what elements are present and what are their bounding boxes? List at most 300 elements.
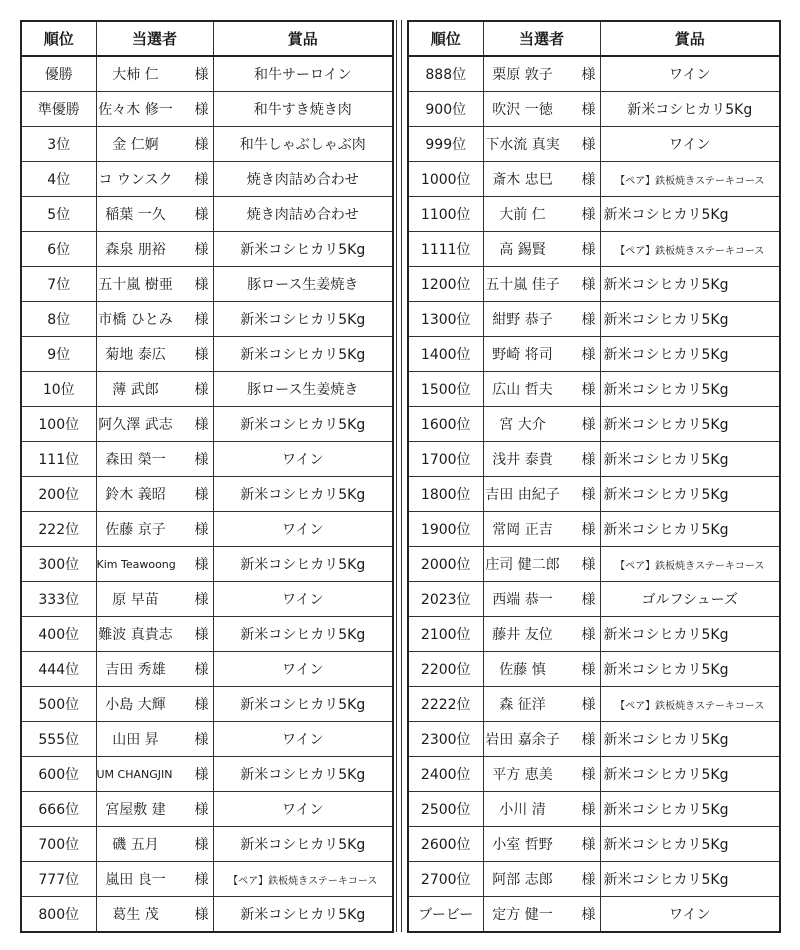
winner-name: 葛生 茂: [112, 907, 159, 923]
rank-cell: 5位: [21, 197, 96, 232]
winner-cell: [96, 197, 213, 232]
winner-name: 大柿 仁: [112, 67, 159, 83]
winner-name: 吉田 由紀子: [485, 487, 560, 503]
rank-cell: 1600位: [408, 407, 483, 442]
rank-cell: 1900位: [408, 512, 483, 547]
honorific: 様: [581, 802, 596, 818]
winner-cell: [96, 547, 213, 582]
rank-cell: 888位: [408, 56, 483, 92]
prize-cell: 新米コシヒカリ5Kg: [600, 337, 780, 372]
honorific: 様: [581, 592, 596, 608]
rank-cell: 500位: [21, 687, 96, 722]
winner-cell: [483, 862, 600, 897]
prize-cell: ワイン: [213, 722, 393, 757]
prize-cell: 新米コシヒカリ5Kg: [600, 442, 780, 477]
winner-cell: [96, 687, 213, 722]
prize-cell: 豚ロース生姜焼き: [213, 372, 393, 407]
winner-cell: [96, 582, 213, 617]
honorific: 様: [581, 732, 596, 748]
honorific: 様: [581, 207, 596, 223]
winner-cell: [96, 722, 213, 757]
table-row: [408, 162, 780, 197]
honorific: 様: [194, 417, 209, 433]
winner-name: 庄司 健二郎: [485, 557, 560, 573]
table-row: [21, 232, 393, 267]
honorific: 様: [581, 662, 596, 678]
winner-cell: [483, 652, 600, 687]
table-row: [408, 862, 780, 897]
winner-name: 佐々木 修一: [98, 102, 173, 118]
winner-cell: [96, 652, 213, 687]
header-winner: 当選者: [483, 21, 600, 56]
prize-cell: 新米コシヒカリ5Kg: [213, 757, 393, 792]
winner-cell: [96, 617, 213, 652]
rank-cell: 9位: [21, 337, 96, 372]
winner-name: 嵐田 良一: [105, 872, 166, 888]
winner-cell: [483, 477, 600, 512]
winner-cell: [483, 722, 600, 757]
table-row: [408, 92, 780, 127]
table-row: [21, 442, 393, 477]
table-row: [408, 407, 780, 442]
prize-cell: 【ペア】鉄板焼きステーキコース: [600, 547, 780, 582]
honorific: 様: [194, 627, 209, 643]
table-row: [21, 652, 393, 687]
rank-cell: 777位: [21, 862, 96, 897]
winner-cell: [96, 862, 213, 897]
prize-cell: ワイン: [213, 442, 393, 477]
honorific: 様: [194, 767, 209, 783]
prize-cell: 新米コシヒカリ5Kg: [213, 617, 393, 652]
winner-cell: [483, 582, 600, 617]
winner-name: Kim Teawoong: [96, 558, 176, 571]
table-row: [408, 442, 780, 477]
winner-name: 山田 昇: [112, 732, 159, 748]
winner-name: 紺野 恭子: [492, 312, 553, 328]
honorific: 様: [581, 242, 596, 258]
winner-cell: [483, 337, 600, 372]
header-row: [408, 21, 780, 56]
winner-cell: [96, 232, 213, 267]
prize-cell: 新米コシヒカリ5Kg: [600, 862, 780, 897]
honorific: 様: [194, 487, 209, 503]
table-row: [21, 197, 393, 232]
prize-cell: 【ペア】鉄板焼きステーキコース: [600, 162, 780, 197]
winner-name: 小川 清: [499, 802, 546, 818]
rank-cell: 1111位: [408, 232, 483, 267]
winner-name: 稲葉 一久: [105, 207, 166, 223]
table-row: [408, 652, 780, 687]
prize-cell: ワイン: [600, 127, 780, 162]
honorific: 様: [581, 872, 596, 888]
winner-name: 薄 武郎: [112, 382, 159, 398]
honorific: 様: [194, 347, 209, 363]
honorific: 様: [194, 137, 209, 153]
honorific: 様: [581, 347, 596, 363]
winner-name: 佐藤 慎: [499, 662, 546, 678]
prize-cell: 新米コシヒカリ5Kg: [213, 337, 393, 372]
table-row: [21, 56, 393, 92]
winner-cell: [483, 442, 600, 477]
winner-name: 野崎 将司: [492, 347, 553, 363]
winner-name: 岩田 嘉余子: [485, 732, 560, 748]
winner-cell: [483, 687, 600, 722]
rank-cell: 900位: [408, 92, 483, 127]
table-row: [408, 617, 780, 652]
honorific: 様: [194, 837, 209, 853]
rank-cell: 2600位: [408, 827, 483, 862]
winner-cell: [96, 56, 213, 92]
winner-cell: [96, 897, 213, 933]
honorific: 様: [581, 417, 596, 433]
prize-cell: 新米コシヒカリ5Kg: [600, 827, 780, 862]
prize-cell: 新米コシヒカリ5Kg: [600, 302, 780, 337]
prize-cell: 新米コシヒカリ5Kg: [600, 477, 780, 512]
table-row: [408, 512, 780, 547]
rank-cell: ブービー: [408, 897, 483, 933]
table-row: [21, 687, 393, 722]
winner-name: 西端 恭一: [492, 592, 553, 608]
winner-cell: [96, 792, 213, 827]
winner-cell: [483, 827, 600, 862]
rank-cell: 8位: [21, 302, 96, 337]
prize-cell: 新米コシヒカリ5Kg: [600, 617, 780, 652]
table-row: [408, 687, 780, 722]
honorific: 様: [581, 767, 596, 783]
rank-cell: 999位: [408, 127, 483, 162]
honorific: 様: [194, 697, 209, 713]
table-row: [408, 547, 780, 582]
winner-name: 広山 哲夫: [492, 382, 553, 398]
rank-cell: 100位: [21, 407, 96, 442]
rank-cell: 1300位: [408, 302, 483, 337]
honorific: 様: [194, 382, 209, 398]
honorific: 様: [581, 382, 596, 398]
table-body-right: [408, 56, 780, 932]
header-winner: 当選者: [96, 21, 213, 56]
winner-name: 阿久澤 武志: [98, 417, 173, 433]
table-row: [408, 267, 780, 302]
rank-cell: 400位: [21, 617, 96, 652]
header-prize: 賞品: [213, 21, 393, 56]
prize-cell: 和牛サーロイン: [213, 56, 393, 92]
honorific: 様: [581, 172, 596, 188]
winner-name: 常岡 正吉: [492, 522, 553, 538]
rank-cell: 2222位: [408, 687, 483, 722]
rank-cell: 200位: [21, 477, 96, 512]
winner-cell: [96, 267, 213, 302]
rank-cell: 2300位: [408, 722, 483, 757]
winner-cell: [483, 617, 600, 652]
rank-cell: 1400位: [408, 337, 483, 372]
winner-name: 吉田 秀雄: [105, 662, 166, 678]
table-row: [21, 337, 393, 372]
honorific: 様: [194, 102, 209, 118]
honorific: 様: [581, 102, 596, 118]
table-row: [21, 302, 393, 337]
table-row: [21, 617, 393, 652]
rank-cell: 2000位: [408, 547, 483, 582]
table-row: [21, 512, 393, 547]
rank-cell: 444位: [21, 652, 96, 687]
table-row: [408, 372, 780, 407]
prize-cell: 新米コシヒカリ5Kg: [600, 652, 780, 687]
winner-name: 定方 健一: [492, 907, 553, 923]
winner-name: 五十嵐 樹亜: [98, 277, 173, 293]
table-row: [408, 757, 780, 792]
table-row: [408, 56, 780, 92]
rank-cell: 4位: [21, 162, 96, 197]
honorific: 様: [581, 697, 596, 713]
rank-cell: 222位: [21, 512, 96, 547]
prize-cell: 和牛しゃぶしゃぶ肉: [213, 127, 393, 162]
table-row: [408, 477, 780, 512]
winner-cell: [96, 757, 213, 792]
honorific: 様: [194, 242, 209, 258]
winner-cell: [96, 127, 213, 162]
winner-cell: [483, 757, 600, 792]
winner-cell: [483, 232, 600, 267]
prize-cell: 新米コシヒカリ5Kg: [213, 407, 393, 442]
table-row: [408, 827, 780, 862]
winner-name: 森 征洋: [499, 697, 546, 713]
winner-name: 高 錫賢: [499, 242, 546, 258]
prize-cell: 新米コシヒカリ5Kg: [600, 197, 780, 232]
prize-cell: 【ペア】鉄板焼きステーキコース: [600, 232, 780, 267]
winner-name: 原 早苗: [112, 592, 159, 608]
honorific: 様: [194, 522, 209, 538]
table-row: [21, 267, 393, 302]
rank-cell: 1700位: [408, 442, 483, 477]
prize-cell: 新米コシヒカリ5Kg: [213, 232, 393, 267]
rank-cell: 7位: [21, 267, 96, 302]
table-row: [21, 722, 393, 757]
table-row: [21, 127, 393, 162]
prize-cell: 新米コシヒカリ5Kg: [600, 407, 780, 442]
table-row: [408, 232, 780, 267]
rank-cell: 準優勝: [21, 92, 96, 127]
winner-name: 大前 仁: [499, 207, 546, 223]
table-row: [21, 92, 393, 127]
prize-cell: ゴルフシューズ: [600, 582, 780, 617]
header-rank: 順位: [21, 21, 96, 56]
rank-cell: 2100位: [408, 617, 483, 652]
winner-name: 磯 五月: [112, 837, 159, 853]
prize-cell: 新米コシヒカリ5Kg: [213, 687, 393, 722]
winner-name: 平方 恵美: [492, 767, 553, 783]
rank-cell: 111位: [21, 442, 96, 477]
winner-name: 吹沢 一徳: [492, 102, 553, 118]
rank-cell: 2200位: [408, 652, 483, 687]
honorific: 様: [581, 312, 596, 328]
prize-table-left: [20, 20, 394, 933]
winner-cell: [483, 512, 600, 547]
winner-name: 小室 哲野: [492, 837, 553, 853]
honorific: 様: [194, 802, 209, 818]
table-row: [408, 197, 780, 232]
honorific: 様: [194, 732, 209, 748]
winner-name: 栗原 敦子: [492, 67, 553, 83]
rank-cell: 2023位: [408, 582, 483, 617]
honorific: 様: [581, 67, 596, 83]
table-row: [408, 897, 780, 933]
prize-cell: 新米コシヒカリ5Kg: [213, 302, 393, 337]
prize-cell: 新米コシヒカリ5Kg: [600, 372, 780, 407]
winner-name: 佐藤 京子: [105, 522, 166, 538]
honorific: 様: [581, 487, 596, 503]
winner-name: コ ウンスク: [98, 172, 173, 188]
table-row: [21, 547, 393, 582]
winner-name: 宮屋敷 建: [105, 802, 166, 818]
rank-cell: 1800位: [408, 477, 483, 512]
winner-cell: [96, 407, 213, 442]
prize-cell: 【ペア】鉄板焼きステーキコース: [213, 862, 393, 897]
honorific: 様: [581, 137, 596, 153]
prize-cell: ワイン: [213, 582, 393, 617]
winner-cell: [483, 372, 600, 407]
winner-name: 小島 大輝: [105, 697, 166, 713]
prize-cell: 新米コシヒカリ5Kg: [213, 477, 393, 512]
rank-cell: 333位: [21, 582, 96, 617]
honorific: 様: [194, 907, 209, 923]
winner-cell: [96, 827, 213, 862]
prize-cell: 新米コシヒカリ5Kg: [600, 757, 780, 792]
winner-name: 阿部 志郎: [492, 872, 553, 888]
prize-cell: ワイン: [213, 512, 393, 547]
table-row: [408, 582, 780, 617]
winner-name: 金 仁婀: [112, 137, 159, 153]
rank-cell: 2700位: [408, 862, 483, 897]
honorific: 様: [194, 557, 209, 573]
rank-cell: 600位: [21, 757, 96, 792]
honorific: 様: [194, 277, 209, 293]
prize-cell: 焼き肉詰め合わせ: [213, 197, 393, 232]
table-row: [21, 757, 393, 792]
rank-cell: 2400位: [408, 757, 483, 792]
honorific: 様: [581, 452, 596, 468]
table-row: [21, 372, 393, 407]
rank-cell: 2500位: [408, 792, 483, 827]
table-row: [408, 337, 780, 372]
honorific: 様: [581, 522, 596, 538]
table-row: [21, 862, 393, 897]
honorific: 様: [194, 207, 209, 223]
winner-cell: [96, 92, 213, 127]
honorific: 様: [194, 662, 209, 678]
prize-cell: 【ペア】鉄板焼きステーキコース: [600, 687, 780, 722]
winner-name: 下水流 真実: [485, 137, 560, 153]
winner-cell: [483, 197, 600, 232]
table-row: [21, 827, 393, 862]
table-body-left: [21, 56, 393, 932]
winner-cell: [96, 337, 213, 372]
winner-cell: [483, 267, 600, 302]
table-row: [21, 897, 393, 933]
rank-cell: 555位: [21, 722, 96, 757]
prize-cell: ワイン: [600, 56, 780, 92]
honorific: 様: [581, 277, 596, 293]
winner-cell: [483, 162, 600, 197]
prize-cell: 新米コシヒカリ5Kg: [600, 512, 780, 547]
winner-cell: [483, 407, 600, 442]
table-row: [21, 407, 393, 442]
honorific: 様: [194, 872, 209, 888]
prize-cell: ワイン: [600, 897, 780, 933]
winner-name: 宮 大介: [499, 417, 546, 433]
prize-cell: 新米コシヒカリ5Kg: [213, 547, 393, 582]
winner-name: 鈴木 義昭: [105, 487, 166, 503]
header-row: [21, 21, 393, 56]
table-row: [21, 582, 393, 617]
honorific: 様: [194, 452, 209, 468]
rank-cell: 1500位: [408, 372, 483, 407]
winner-cell: [483, 56, 600, 92]
winner-cell: [483, 302, 600, 337]
winner-cell: [483, 127, 600, 162]
winner-name: UM CHANGJIN: [96, 768, 173, 781]
prize-cell: 焼き肉詰め合わせ: [213, 162, 393, 197]
prize-cell: 新米コシヒカリ5Kg: [600, 792, 780, 827]
rank-cell: 1200位: [408, 267, 483, 302]
winner-name: 五十嵐 佳子: [485, 277, 560, 293]
prize-cell: 新米コシヒカリ5Kg: [213, 897, 393, 933]
winner-cell: [96, 477, 213, 512]
winner-cell: [96, 372, 213, 407]
winner-cell: [483, 547, 600, 582]
rank-cell: 700位: [21, 827, 96, 862]
prize-cell: 新米コシヒカリ5Kg: [600, 722, 780, 757]
header-rank: 順位: [408, 21, 483, 56]
prize-cell: 新米コシヒカリ5Kg: [213, 827, 393, 862]
rank-cell: 6位: [21, 232, 96, 267]
winner-cell: [96, 302, 213, 337]
winner-cell: [96, 162, 213, 197]
winner-name: 菊地 泰広: [105, 347, 166, 363]
winner-name: 森田 榮一: [105, 452, 166, 468]
winner-name: 浅井 泰貴: [492, 452, 553, 468]
rank-cell: 優勝: [21, 56, 96, 92]
rank-cell: 3位: [21, 127, 96, 162]
prize-cell: ワイン: [213, 792, 393, 827]
table-row: [408, 792, 780, 827]
header-prize: 賞品: [600, 21, 780, 56]
winner-cell: [483, 897, 600, 933]
honorific: 様: [194, 67, 209, 83]
honorific: 様: [194, 312, 209, 328]
winner-cell: [483, 792, 600, 827]
table-row: [21, 792, 393, 827]
honorific: 様: [581, 837, 596, 853]
winner-cell: [96, 512, 213, 547]
winner-name: 斎木 忠巳: [492, 172, 553, 188]
table-row: [408, 127, 780, 162]
honorific: 様: [581, 907, 596, 923]
rank-cell: 800位: [21, 897, 96, 933]
honorific: 様: [581, 557, 596, 573]
honorific: 様: [194, 592, 209, 608]
table-row: [21, 162, 393, 197]
rank-cell: 1000位: [408, 162, 483, 197]
table-row: [21, 477, 393, 512]
rank-cell: 300位: [21, 547, 96, 582]
prize-table-right: [407, 20, 781, 933]
rank-cell: 666位: [21, 792, 96, 827]
winner-cell: [96, 442, 213, 477]
prize-cell: 新米コシヒカリ5Kg: [600, 92, 780, 127]
winner-cell: [483, 92, 600, 127]
winner-name: 藤井 友位: [492, 627, 553, 643]
table-row: [408, 302, 780, 337]
